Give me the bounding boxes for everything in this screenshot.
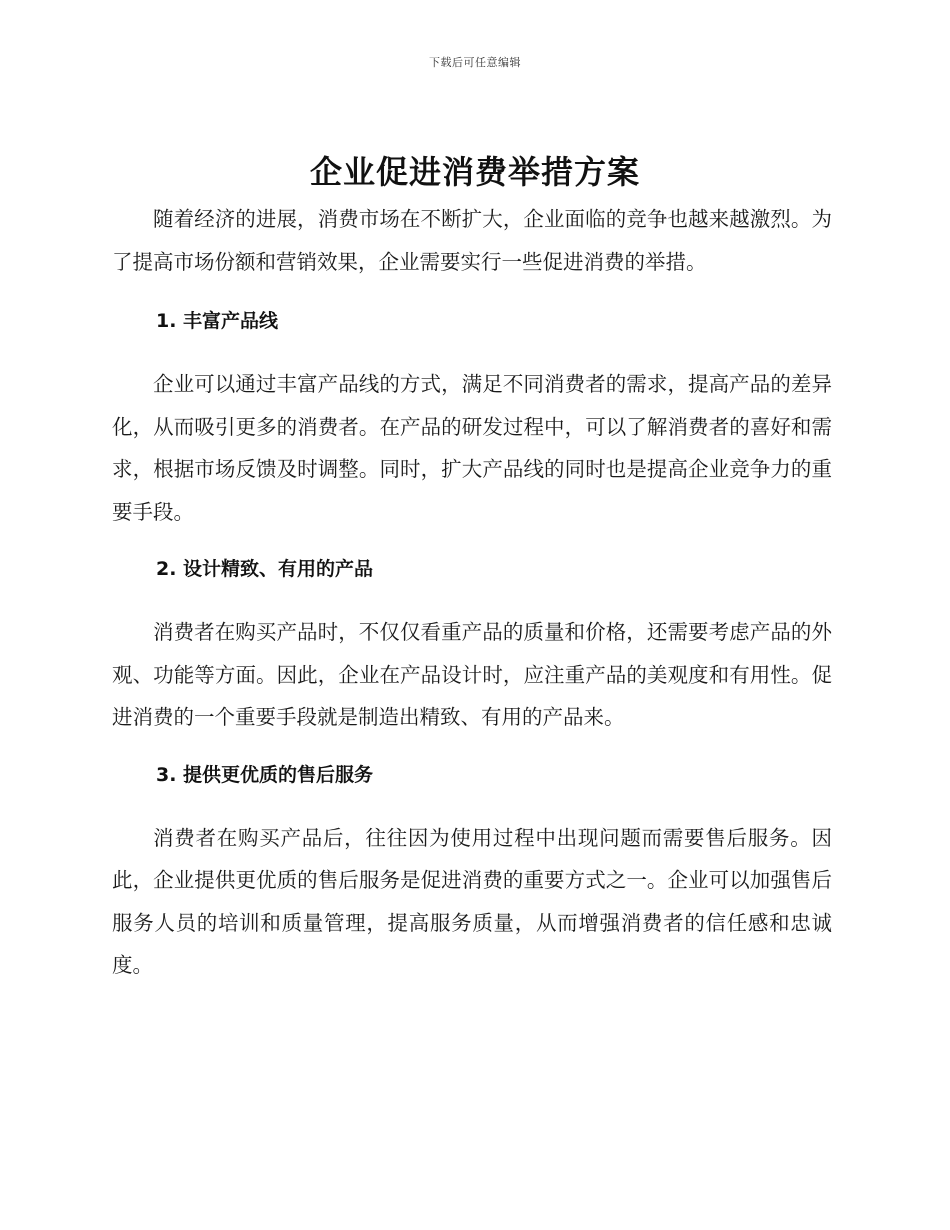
section-paragraph: 消费者在购买产品后，往往因为使用过程中出现问题而需要售后服务。因此，企业提供更优质的售后服务是促进消费的重要方式之一。企业可以加强售后服务人员的培训和质量管理，提高服务质量，从而增强消费者的信任感和忠诚度。 xyxy=(112,825,832,977)
section-heading: 1. 丰富产品线 xyxy=(156,310,279,332)
intro-paragraph: 随着经济的进展，消费市场在不断扩大，企业面临的竞争也越来越激烈。为了提高市场份额和营销效果，企业需要实行一些促进消费的举措。 xyxy=(112,207,832,274)
section-heading: 2. 设计精致、有用的产品 xyxy=(156,558,374,580)
document-body xyxy=(112,198,832,1009)
section-paragraph: 企业可以通过丰富产品线的方式，满足不同消费者的需求，提高产品的差异化，从而吸引更多的消费者。在产品的研发过程中，可以了解消费者的喜好和需求，根据市场反馈及时调整。同时，扩大产品线的同时也是提高企业竞争力的重要手段。 xyxy=(112,372,832,524)
section-heading: 3. 提供更优质的售后服务 xyxy=(156,763,374,786)
section-2 xyxy=(112,555,832,739)
page-header-note: 下载后可任意编辑 xyxy=(429,56,521,69)
section-1 xyxy=(112,307,832,533)
document-title: 企业促进消费举措方案 xyxy=(309,153,640,191)
section-3 xyxy=(112,761,832,987)
section-paragraph: 消费者在购买产品时，不仅仅看重产品的质量和价格，还需要考虑产品的外观、功能等方面。因此，企业在产品设计时，应注重产品的美观度和有用性。促进消费的一个重要手段就是制造出精致、有用的产品来。 xyxy=(112,620,832,729)
